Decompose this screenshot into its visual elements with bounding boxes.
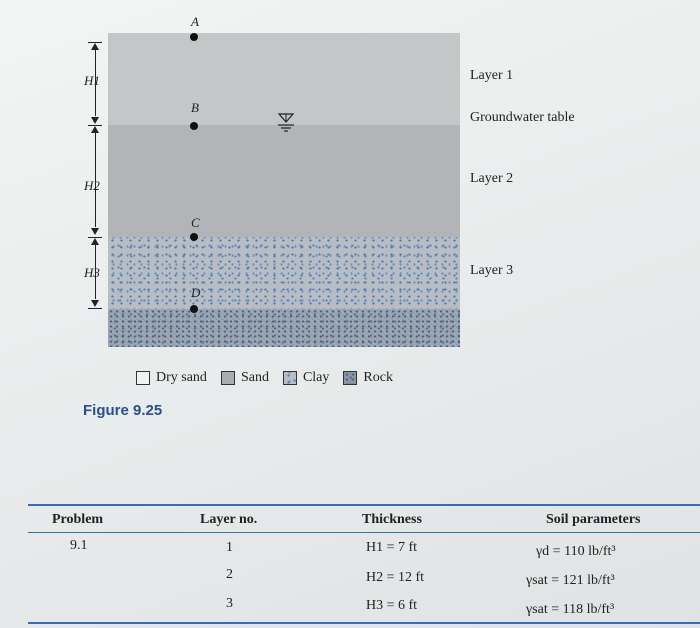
arrow-up-icon <box>91 238 99 245</box>
point-a-marker <box>190 33 198 41</box>
legend-item-sand <box>221 370 269 386</box>
header-problem: Problem <box>52 512 104 527</box>
cell-soil-parameter: γd = 110 lb/ft³ <box>536 544 616 559</box>
header-layer-no: Layer no. <box>200 512 258 527</box>
point-a-label: A <box>191 14 199 29</box>
cell-problem: 9.1 <box>70 538 88 553</box>
clay-swatch <box>283 371 297 385</box>
point-b-label: B <box>191 100 199 115</box>
cell-thickness: H2 = 12 ft <box>366 570 425 585</box>
arrow-down-icon <box>91 228 99 235</box>
table-header-rule <box>28 532 700 533</box>
legend-label: Sand <box>240 370 269 385</box>
arrow-up-icon <box>91 43 99 50</box>
cell-thickness: H3 = 6 ft <box>366 598 418 613</box>
legend-item-dry-sand <box>136 370 207 386</box>
h2-label: H2 <box>84 178 100 193</box>
water-table-icon <box>276 112 296 134</box>
layer-3-clay <box>108 237 460 309</box>
h1-label: H1 <box>84 73 100 88</box>
rock-swatch <box>343 371 357 385</box>
table-top-rule <box>28 504 700 506</box>
point-b-marker <box>190 122 198 130</box>
cell-layer: 1 <box>226 540 233 555</box>
h3-label: H3 <box>84 265 100 280</box>
point-c-marker <box>190 233 198 241</box>
legend-label: Dry sand <box>156 370 207 385</box>
arrow-down-icon <box>91 300 99 307</box>
header-thickness: Thickness <box>362 512 422 527</box>
groundwater-table-label: Groundwater table <box>470 110 575 125</box>
cell-soil-parameter: γsat = 121 lb/ft³ <box>526 573 615 588</box>
legend-label: Clay <box>302 370 330 385</box>
layer-2-label: Layer 2 <box>470 171 514 186</box>
legend-item-rock <box>343 370 393 386</box>
sand-swatch <box>221 371 235 385</box>
legend-item-clay <box>283 370 329 386</box>
dry-sand-swatch <box>136 371 150 385</box>
cell-soil-parameter: γsat = 118 lb/ft³ <box>526 602 615 617</box>
layer-1-label: Layer 1 <box>470 68 514 83</box>
legend <box>136 368 407 388</box>
point-c-label: C <box>191 215 200 230</box>
point-d-label: D <box>191 285 201 300</box>
arrow-up-icon <box>91 126 99 133</box>
cell-layer: 3 <box>226 596 233 611</box>
arrow-down-icon <box>91 117 99 124</box>
legend-label: Rock <box>363 370 393 385</box>
cell-thickness: H1 = 7 ft <box>366 540 418 555</box>
rock-layer <box>108 309 460 347</box>
layer-2-sand <box>108 125 460 237</box>
cell-layer: 2 <box>226 567 233 582</box>
table-bottom-rule <box>28 622 700 624</box>
layer-3-label: Layer 3 <box>470 263 514 278</box>
point-d-marker <box>190 305 198 313</box>
dimension-tick-bottom <box>88 308 102 309</box>
header-soil-parameters: Soil parameters <box>546 512 641 527</box>
figure-caption: Figure 9.25 <box>83 402 163 419</box>
